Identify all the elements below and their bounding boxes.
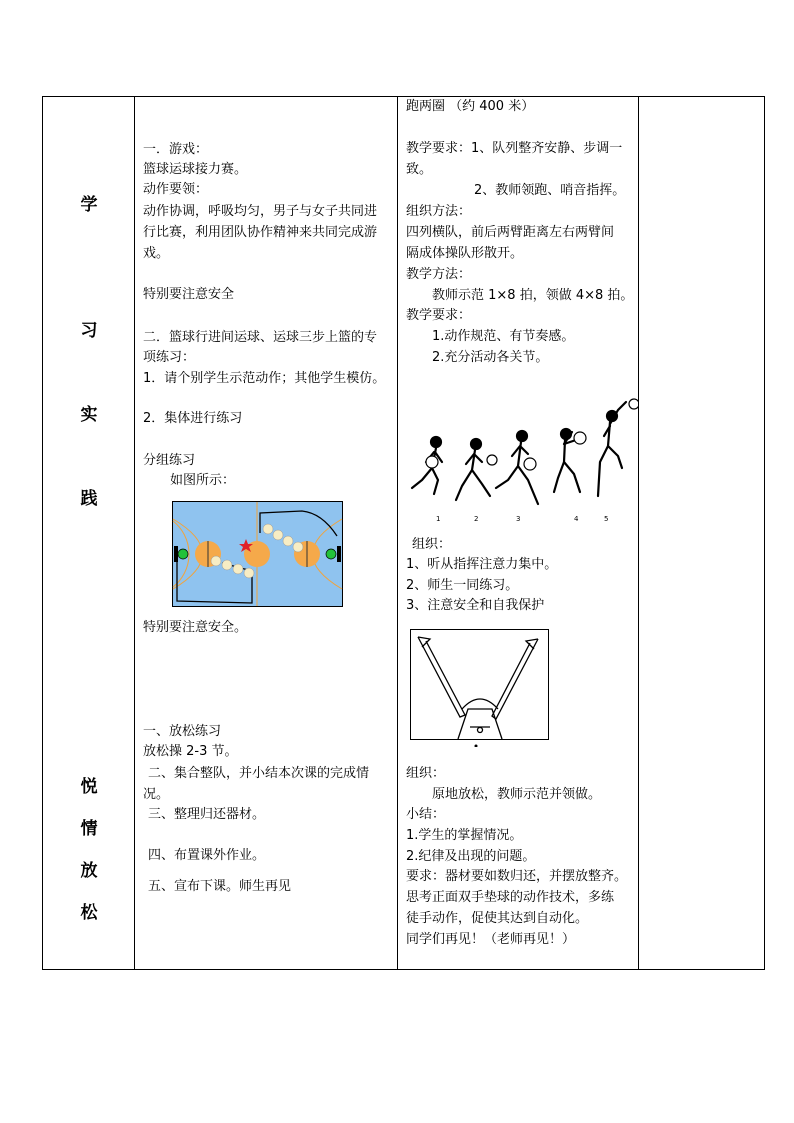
col2-line: 2．集体进行练习: [143, 411, 243, 426]
col3-line: 教学要求：: [406, 308, 472, 323]
half-court-drill-diagram: [410, 629, 550, 747]
figure-number: 4: [574, 515, 579, 523]
col3-line: 1、听从指挥注意力集中。: [406, 557, 558, 572]
col2-line: 如图所示：: [170, 473, 236, 488]
table-divider-1: [134, 96, 135, 970]
col2-line: 三、整理归还器材。: [148, 807, 266, 822]
table-divider-3: [638, 96, 639, 970]
col3-line: 2、师生一同练习。: [406, 578, 519, 593]
table-right-border: [764, 96, 765, 970]
table-left-border: [42, 96, 43, 970]
col2-line: 分组练习: [143, 453, 196, 468]
col3-line: 跑两圈 （约 400 米）: [406, 99, 535, 114]
col3-line: 组织方法：: [406, 204, 472, 219]
col3-line: 思考正面双手垫球的动作技术，多练: [406, 890, 615, 905]
section-char: 放: [80, 861, 98, 881]
col2-line: 四、布置课外作业。: [148, 848, 266, 863]
col3-line: 2、教师领跑、哨音指挥。: [474, 183, 626, 198]
figure-number: 5: [604, 515, 609, 523]
col3-line: 2.充分活动各关节。: [432, 350, 549, 365]
col3-line: 致。: [406, 162, 433, 177]
table-divider-2: [397, 96, 398, 970]
section-char: 实: [80, 405, 98, 425]
basketball-court-diagram: [172, 501, 343, 607]
col3-line: 1.学生的掌握情况。: [406, 828, 523, 843]
col2-line: 动作要领：: [143, 182, 209, 197]
col2-line: 二．篮球行进间运球、运球三步上篮的专: [143, 330, 378, 345]
section-char: 悦: [80, 777, 98, 797]
section-char: 情: [80, 819, 98, 839]
col3-line: 隔成体操队形散开。: [406, 246, 524, 261]
col2-line: 篮球运球接力赛。: [143, 162, 248, 177]
col3-line: 组织：: [406, 766, 446, 781]
col2-line: 况。: [143, 787, 170, 802]
col2-line: 特别要注意安全: [143, 287, 235, 302]
col2-line: 一、放松练习: [143, 724, 222, 739]
col2-line: 项练习：: [143, 350, 196, 365]
section-char: 松: [80, 903, 98, 923]
col3-line: 同学们再见！（老师再见！）: [406, 932, 576, 947]
col3-line: 徒手动作，促使其达到自动化。: [406, 911, 589, 926]
table-top-border: [42, 96, 765, 97]
col3-line: 四列横队，前后两臂距离左右两臂间: [406, 225, 615, 240]
col2-line: 特别要注意安全。: [143, 620, 248, 635]
col2-line: 放松操 2-3 节。: [143, 744, 238, 759]
col2-line: 一．游戏：: [143, 142, 209, 157]
col3-line: 3、注意安全和自我保护: [406, 598, 545, 613]
col3-line: 2.纪律及出现的问题。: [406, 849, 536, 864]
col2-line: 1．请个别学生示范动作；其他学生模仿。: [143, 371, 386, 386]
col2-line: 五、宣布下课。师生再见: [148, 879, 292, 894]
col3-line: 教学方法：: [406, 267, 472, 282]
col3-line: 小结：: [406, 807, 446, 822]
col3-line: 1.动作规范、有节奏感。: [432, 329, 575, 344]
col3-line: 教师示范 1×8 拍，领做 4×8 拍。: [432, 288, 634, 303]
figure-number: 2: [474, 515, 479, 523]
col3-line: 组织：: [412, 537, 452, 552]
col3-line: 教学要求：1、队列整齐安静、步调一: [406, 141, 623, 156]
figure-number: 1: [436, 515, 441, 523]
table-bottom-border: [42, 969, 765, 970]
section-char: 践: [80, 489, 98, 509]
col2-line: 行比赛，利用团队协作精神来共同完成游: [143, 225, 378, 240]
col3-line: 要求：器材要如数归还，并摆放整齐。: [406, 869, 628, 884]
layup-sequence-illustration: [404, 396, 638, 526]
section-char: 学: [80, 195, 98, 215]
col2-line: 动作协调，呼吸均匀，男子与女子共同进: [143, 204, 378, 219]
col2-line: 二、集合整队，并小结本次课的完成情: [148, 766, 370, 781]
figure-number: 3: [516, 515, 521, 523]
section-char: 习: [80, 321, 98, 341]
col2-line: 戏。: [143, 246, 170, 261]
col3-line: 原地放松，教师示范并领做。: [432, 787, 602, 802]
